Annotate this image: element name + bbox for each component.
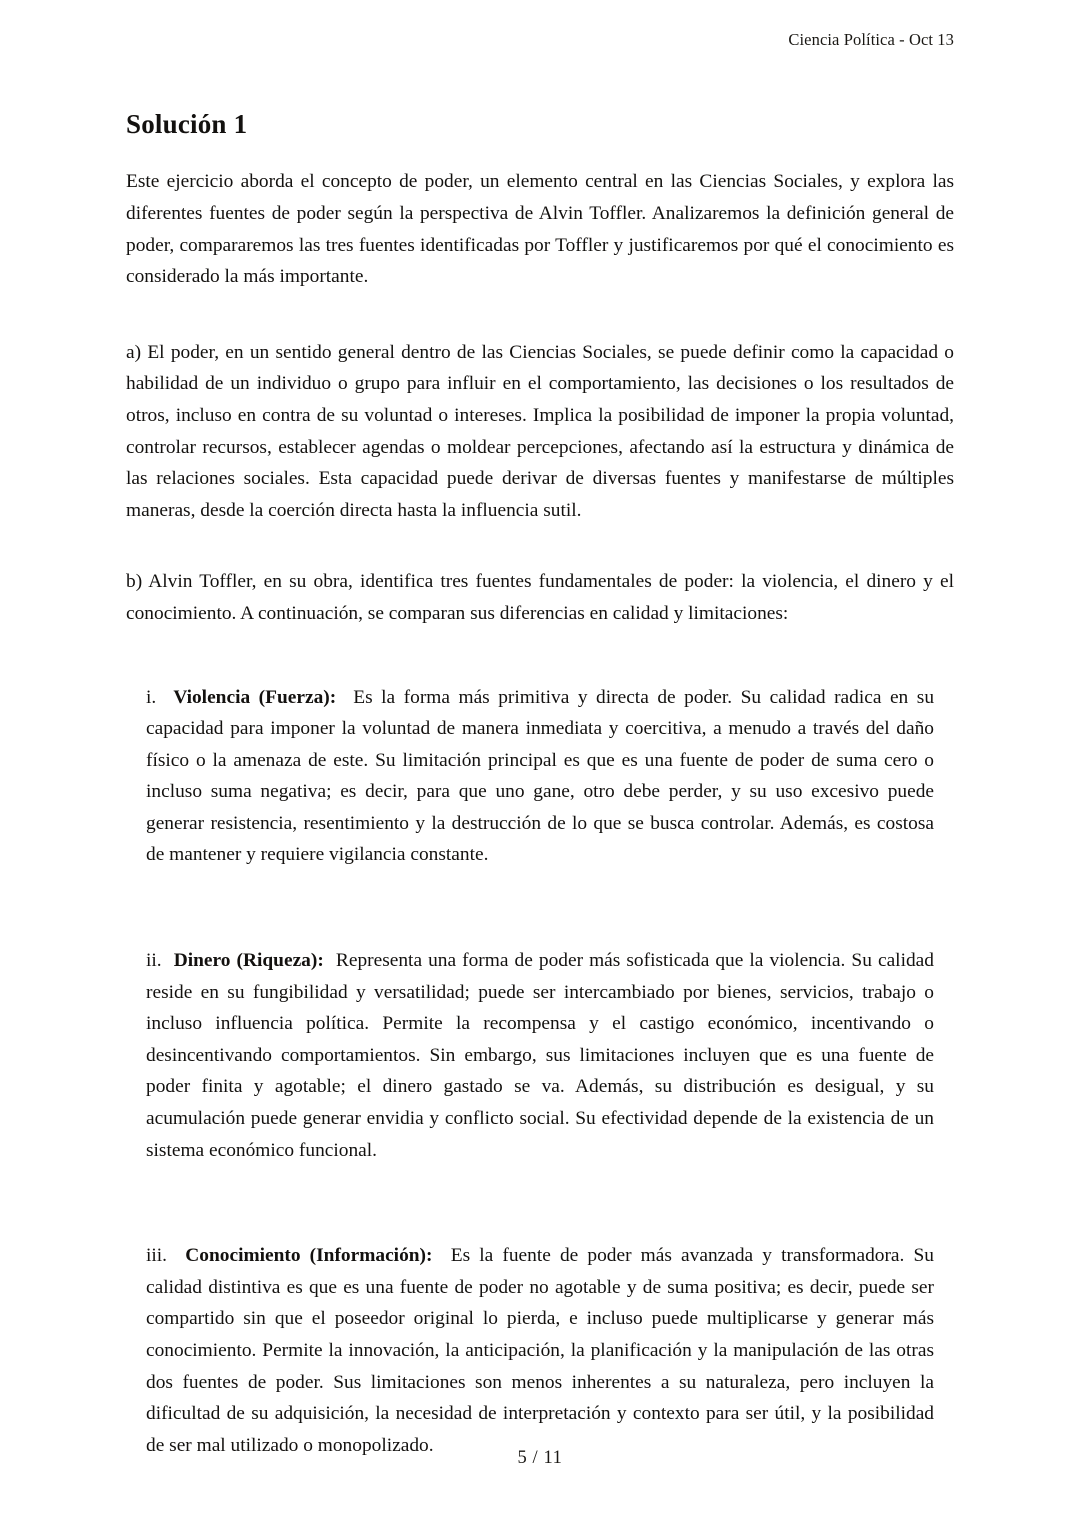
list-item <box>146 1240 934 1461</box>
list-item-label: Conocimiento (Información): <box>185 1245 433 1267</box>
list-item-marker: i. <box>146 686 157 708</box>
list-item-body: Es la fuente de poder más avanzada y transformadora. Su calidad distintiva es que es una fuente de poder no agotable y de suma positiva; es decir, puede ser compartido sin que el poseedor original lo pierda, e incluso puede multiplicarse y generar más conocimiento. Permite la innovación, la anticipación, la planificación y la manipulación de las otras dos fuentes de poder. Sus limitaciones son menos inherentes a su naturaleza, pero incluyen la dificultad de su adquisición, la necesidad de interpretación y contexto para ser útil, y la posibilidad de ser mal utilizado o monopolizado. <box>146 1245 934 1456</box>
list-item-marker: ii. <box>146 950 162 972</box>
document-body <box>126 108 954 1461</box>
list-item <box>146 945 934 1166</box>
intro-paragraph: Este ejercicio aborda el concepto de poder, un elemento central en las Ciencias Sociales, y explora las diferentes fuentes de poder según la perspectiva de Alvin Toffler. Analizaremos la definición general de poder, compararemos las tres fuentes identificadas por Toffler y justificaremos por qué el conocimiento es considerado la más importante. <box>126 171 954 288</box>
list-item-body: Representa una forma de poder más sofisticada que la violencia. Su calidad reside en su fungibilidad y versatilidad; puede ser intercambiado por bienes, servicios, trabajo o incluso influencia política. Permite la recompensa y el castigo económico, incentivando o desincentivando comportamientos. Sin embargo, sus limitaciones incluyen que es una fuente de poder finita y agotable; el dinero gastado se va. Además, su distribución es desigual, y su acumulación puede generar envidia y conflicto social. Su efectividad depende de la existencia de un sistema económico funcional. <box>146 950 934 1161</box>
list-item <box>146 682 934 872</box>
list-item-body: Es la forma más primitiva y directa de poder. Su calidad radica en su capacidad para imponer la voluntad de manera inmediata y coercitiva, a menudo a través del daño físico o la amenaza de este. Su limitación principal es que es una fuente de poder de suma cero o incluso suma negativa; es decir, para que uno gane, otro debe perder, y su uso excesivo puede generar resistencia, resentimiento y la destrucción de lo que se busca controlar. Además, es costosa de mantener y requiere vigilancia constante. <box>146 686 935 866</box>
paragraph-section-b: b) Alvin Toffler, en su obra, identifica tres fuentes fundamentales de poder: la violencia, el dinero y el conocimiento. A continuación, se comparan sus diferencias en calidad y limitaciones: <box>126 571 954 624</box>
list-item-marker: iii. <box>146 1245 168 1267</box>
page-number: 5 / 11 <box>517 1448 563 1468</box>
running-header: Ciencia Política - Oct 13 <box>788 30 954 49</box>
page-title: Solución 1 <box>126 109 248 139</box>
list-item-label: Violencia (Fuerza): <box>173 686 337 708</box>
list-item-label: Dinero (Riqueza): <box>173 950 324 972</box>
paragraph-section-a: a) El poder, en un sentido general dentro de las Ciencias Sociales, se puede definir como la capacidad o habilidad de un individuo o grupo para influir en el comportamiento, las decisiones o los resultados de otros, incluso en contra de su voluntad o intereses. Implica la posibilidad de imponer la propia voluntad, controlar recursos, establecer agendas o moldear percepciones, afectando así la estructura y dinámica de las relaciones sociales. Esta capacidad puede derivar de diversas fuentes y manifestarse de múltiples maneras, desde la coerción directa hasta la influencia sutil. <box>126 341 954 521</box>
